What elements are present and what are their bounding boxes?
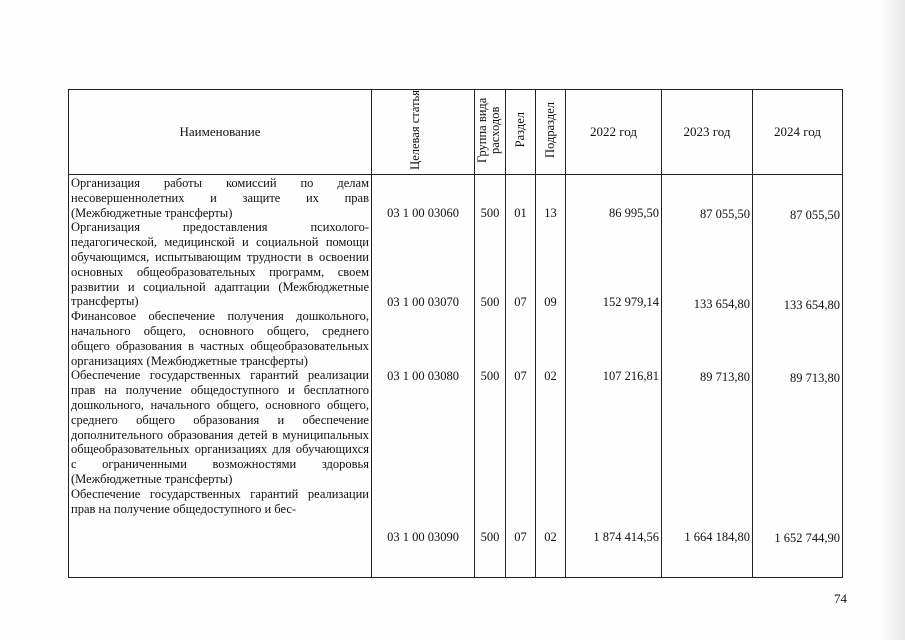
budget-table — [68, 89, 843, 578]
row-2024: 1 652 744,90 — [774, 531, 840, 545]
row-subsection: 02 — [544, 369, 557, 383]
row-2022: 86 995,50 — [609, 206, 659, 220]
row-2023: 87 055,50 — [700, 207, 750, 221]
col-header-2022: 2022 год — [566, 90, 662, 175]
row-2024: 89 713,80 — [790, 371, 840, 385]
year-2022-column — [566, 175, 662, 578]
row-2023: 1 664 184,80 — [684, 530, 750, 544]
row-article: 03 1 00 03080 — [387, 369, 459, 383]
row-group: 500 — [480, 206, 500, 220]
row-subsection: 13 — [544, 206, 557, 220]
year-2024-column — [753, 175, 843, 578]
col-header-name: Наименование — [69, 90, 372, 175]
row-group: 500 — [480, 295, 500, 309]
row-section: 07 — [514, 369, 527, 383]
col-header-2023: 2023 год — [662, 90, 753, 175]
row-name: Организация предоставления психолого-педагогической, медицинской и социальной помощи обучающимся, испытывающим трудности в освоении основных общеобразовательных программ, своем развитии и социальной адаптации (Межбюджетные трансферты) — [71, 220, 369, 309]
col-header-target-article: Целевая статья — [372, 90, 475, 175]
row-subsection: 09 — [544, 295, 557, 309]
row-section: 07 — [514, 295, 527, 309]
row-article: 03 1 00 03070 — [387, 295, 459, 309]
col-header-expense-group: Группа вида расходов — [475, 90, 506, 175]
row-2023: 89 713,80 — [700, 370, 750, 384]
row-2024: 133 654,80 — [783, 298, 840, 312]
row-group: 500 — [480, 369, 500, 383]
row-2022: 1 874 414,56 — [593, 530, 659, 544]
col-header-section: Раздел — [506, 90, 536, 175]
year-2023-column — [662, 175, 753, 578]
row-2022: 152 979,14 — [602, 295, 659, 309]
row-name: Обеспечение государственных гарантий реализации прав на получение общедоступного и бес- — [71, 486, 369, 516]
name-column — [69, 175, 372, 578]
page-edge-shadow — [879, 0, 905, 640]
row-section: 07 — [514, 530, 527, 544]
subsection-column — [536, 175, 566, 578]
row-group: 500 — [480, 530, 500, 544]
page-number: 74 — [834, 591, 847, 606]
article-column — [372, 175, 475, 578]
row-subsection: 02 — [544, 530, 557, 544]
row-article: 03 1 00 03060 — [387, 206, 459, 220]
row-name: Обеспечение государственных гарантий реализации прав на получение общедоступного и бесплатного дошкольного, начального общего, основного общего, среднего общего образования и обеспечение дополнительного образования детей в муниципальных общеобразовательных организациях для обучающихся с ограниченными возможностями здоровья (Межбюджетные трансферты) — [71, 368, 369, 486]
row-article: 03 1 00 03090 — [387, 530, 459, 544]
row-name: Финансовое обеспечение получения дошкольного, начального общего, основного общего, среднего общего образования в частных общеобразовательных организациях (Межбюджетные трансферты) — [71, 309, 369, 368]
col-header-2024: 2024 год — [753, 90, 843, 175]
col-header-subsection: Подраздел — [536, 90, 566, 175]
section-column — [506, 175, 536, 578]
row-2022: 107 216,81 — [602, 369, 659, 383]
table-header-row — [69, 90, 843, 175]
row-section: 01 — [514, 206, 527, 220]
group-column — [475, 175, 506, 578]
row-2023: 133 654,80 — [693, 297, 750, 311]
row-2024: 87 055,50 — [790, 208, 840, 222]
row-name: Организация работы комиссий по делам несовершеннолетних и защите их прав (Межбюджетные трансферты) — [71, 176, 369, 220]
table-body-row — [69, 175, 843, 578]
